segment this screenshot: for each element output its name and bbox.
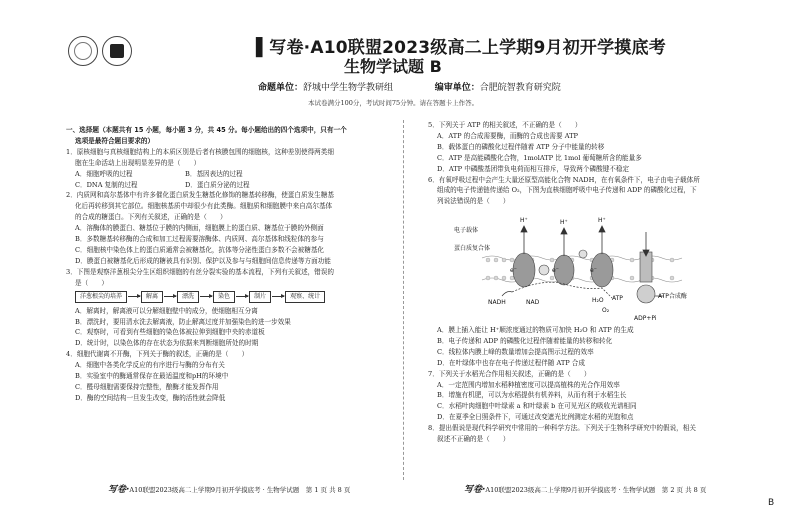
- text-line: 组成的电子传递链传递给 O₂，下图为直核细胞呼吸中电子传递和 ADP 的磷酸化过程，下: [437, 186, 697, 195]
- text-line: D．ATP 中磷酸基团带负电荷而相互排斥，导致两个磷酸键不稳定: [437, 164, 630, 173]
- text-line: C．观察时，可看到有些细胞的染色体被拉伸到细胞中央的赤道板: [75, 328, 265, 337]
- column-divider: [403, 120, 405, 480]
- text-line: D．在叶绿体中也存在电子传递过程伴随 ATP 合成: [437, 358, 585, 367]
- title-main: A10联盟2023级高二上学期9月初开学摸底考: [310, 38, 666, 58]
- text-line: A．ATP 的合成需要酶，而酶的合成也需要 ATP: [437, 131, 578, 140]
- nad-label: NAD: [526, 299, 540, 306]
- text-line: C．细胞核中染色体上的蛋白质通常会被糖基化，抗体等分泌性蛋白多数不会被糖基化: [75, 245, 325, 254]
- text-line: 8．提出假说是现代科学研究中常用的一种科学方法。下列关于生物科学研究中的假说，相关: [428, 424, 696, 433]
- h-plus-3: H⁺: [598, 217, 606, 224]
- text-line: 胞在生命活动上出现明显差异的是（ ）: [75, 158, 201, 167]
- author-line: [258, 80, 561, 93]
- text-line: 3．下图是观察洋葱根尖分生区组织细胞的有丝分裂实验的基本流程，下列有关叙述，错误的: [66, 267, 334, 276]
- electron-transport-diagram: [452, 210, 692, 325]
- option-text: C．DNA 复制的过程: [75, 180, 138, 189]
- footer-right-text: A10联盟2023级高二上学期9月初开学摸底考 · 生物学试题 第 2 页 共 8 页: [485, 486, 707, 494]
- atp-label: ATP: [612, 295, 623, 302]
- text-line: 7．下列关于水稻光合作用相关叙述，正确的是（ ）: [428, 369, 591, 378]
- option-pair: [66, 169, 388, 180]
- text-line: A．一定范围内增加水稻种植密度可以提高植株的光合作用效率: [437, 380, 620, 389]
- text-line: B．增施有机肥，可以为水稻提供有机养料，从而有利于水稻生长: [437, 391, 627, 400]
- footer-right: [464, 482, 706, 495]
- text-line: D．统计时，以染色体的存在状态为依据来判断细胞所处的时期: [75, 339, 259, 348]
- adp-pi-label: ADP+Pi: [634, 315, 657, 322]
- flow-step: 制片: [249, 291, 271, 303]
- text-line: C．水稻叶肉细胞中叶绿素 a 和叶绿素 b 在可见光区的吸收光谱相同: [437, 402, 637, 411]
- carrier-label: 电子载体: [454, 227, 479, 234]
- electron-1: e⁻: [510, 267, 517, 274]
- footer-brand-mark: 写卷·: [108, 485, 130, 495]
- option-pair: [66, 180, 388, 191]
- text-line: C．醛母细胞需要保持完整性，酿酶才能发挥作用: [75, 382, 219, 391]
- flow-step: 漂洗: [177, 291, 199, 303]
- text-line: 2．内质网和高尔基体中有许多催化蛋白质发生糖基化修饰的糖基转移酶，使蛋白质发生糖基: [66, 191, 334, 200]
- footer-left-text: A10联盟2023级高二上学期9月初开学摸底考 · 生物学试题 第 1 页 共 8 页: [129, 486, 351, 494]
- text-line: 5．下列关于 ATP 的相关叙述，不正确的是（ ）: [428, 121, 582, 129]
- edited-by-value: 合肥皖智教育研究院: [479, 83, 561, 93]
- text-line: D．酶的空间结构一旦发生改变，酶的活性就会降低: [75, 393, 226, 402]
- text-line: 选项是最符合题目要求的）: [75, 136, 155, 145]
- o2-label: O₂: [602, 307, 610, 314]
- flow-step: 解离: [141, 291, 163, 303]
- h2o-label: H₂O: [592, 297, 604, 304]
- complex-label: 蛋白质复合体: [454, 245, 491, 252]
- flow-step: 洋葱根尖的培养: [75, 291, 127, 303]
- text-line: 4．细胞代谢离不开酶，下列关于酶的叙述，正确的是（ ）: [66, 350, 249, 359]
- brand-mark: ▌写卷·: [256, 38, 311, 58]
- text-line: 1．原核细胞与真核细胞结构上的本质区别是后者有核膜包围的细胞核，这种差别使得两类细: [66, 147, 334, 156]
- set-by-label: 命题单位：: [258, 83, 304, 93]
- h-plus-1: H⁺: [520, 217, 528, 224]
- exam-title: [256, 33, 666, 58]
- right-column-bottom: [428, 325, 744, 445]
- text-line: B．多数糖基转移酶的合成和加工过程需要溶酶体、内质网、高尔基体和线粒体的参与: [75, 235, 324, 244]
- protein-complexes: [513, 253, 613, 287]
- text-line: D．膜蛋白被糖基化后形成的糖被具有识别、保护以及参与与细胞间信息传递等方面功能: [75, 256, 331, 265]
- text-line: C．ATP 是高能磷酸化合物，1molATP 比 1mol 葡萄糖所含的能量多: [437, 153, 642, 162]
- flow-arrow-icon: [164, 296, 176, 297]
- text-line: A．解离时，解离液可以分解细胞壁中的成分，使细胞相互分离: [75, 306, 258, 315]
- text-line: B．电子传递和 ADP 的磷酸化过程伴随着能量的转移和转化: [437, 336, 613, 345]
- h-plus-2: H⁺: [560, 219, 568, 226]
- text-line: B．实验室中的酶通常保存在最适温度和pH的环境中: [75, 372, 229, 381]
- text-line: 是（ ）: [75, 278, 108, 287]
- text-line: 的合成的糖蛋白。下列有关叙述，正确的是（ ）: [75, 213, 227, 222]
- version-mark: B: [768, 498, 775, 508]
- right-column-top: [428, 120, 744, 207]
- text-line: B．漂洗时，要用清水洗去解离液，防止解离过度并加强染色的进一步效果: [75, 317, 291, 326]
- edited-by-label: 编审单位：: [434, 83, 480, 93]
- text-line: D．在夏季全日照条件下，可通过改变遮光比例测定水稻的光饱和点: [437, 413, 634, 422]
- flow-arrow-icon: [200, 296, 212, 297]
- subject-title: 生物学试题 B: [344, 57, 442, 76]
- flow-step: 染色: [213, 291, 235, 303]
- text-line: 6．有氧呼吸过程中会产生大量还原型高能化合物 NADH，在有氧条件下，电子由电子载体所: [428, 175, 700, 184]
- text-line: B．载体蛋白的磷酸化过程伴随着 ATP 分子中能量的转移: [437, 142, 605, 151]
- exam-note: 本试卷满分100分，考试时间75分钟。请在答题卡上作答。: [308, 99, 479, 107]
- text-line: A．膜上插入能让 H⁺顺浓度通过的物质可加快 H₂O 和 ATP 的生成: [437, 326, 634, 334]
- footer-left: [108, 482, 350, 495]
- text-line: A．溶酶体的膜蛋白、糖基位于膜的内侧面，细胞膜上的蛋白质、糖基位于膜的外侧面: [75, 224, 324, 233]
- flow-step: 观察、统计: [285, 291, 325, 303]
- text-line: 化后再转移到其它部位。细胞核基质中却很少有此类酶。细胞质和细胞膜中来自高尔基体: [75, 202, 333, 211]
- text-line: A．细胞中各类化学反应的有序进行与酶的分布有关: [75, 361, 225, 370]
- option-text: A．细胞呼吸的过程: [75, 169, 133, 178]
- left-column: [66, 125, 388, 404]
- option-text: B．基因表达的过程: [185, 169, 243, 178]
- footer-brand-mark: 写卷·: [464, 485, 486, 495]
- membrane-diagram-svg: [452, 210, 692, 325]
- flow-arrow-icon: [236, 296, 248, 297]
- electron-2: e⁻: [552, 267, 559, 274]
- text-line: 一、选择题（本题共有 15 小题，每小题 3 分，共 45 分。每小题给出的四个选项中，只有一个: [66, 126, 347, 134]
- text-line: C．线粒体内膜上峰的数量增加会提高图示过程的效率: [437, 347, 594, 356]
- experiment-flowchart: [75, 291, 388, 303]
- flow-arrow-icon: [128, 296, 140, 297]
- institute-seal-logo: [102, 36, 132, 66]
- nadh-label: NADH: [488, 299, 506, 306]
- text-line: 列说法错误的是（ ）: [437, 197, 510, 206]
- electron-3: e⁻: [590, 267, 597, 274]
- option-text: D．蛋白质分泌的过程: [185, 180, 250, 189]
- flow-arrow-icon: [272, 296, 284, 297]
- atp-synthase-label: ATP合成酶: [658, 293, 687, 300]
- atp-synthase: [637, 252, 655, 303]
- school-seal-logo: [68, 36, 98, 66]
- text-line: 叙述不正确的是（ ）: [437, 435, 510, 444]
- set-by-value: 舒城中学生物学教研组: [303, 83, 394, 93]
